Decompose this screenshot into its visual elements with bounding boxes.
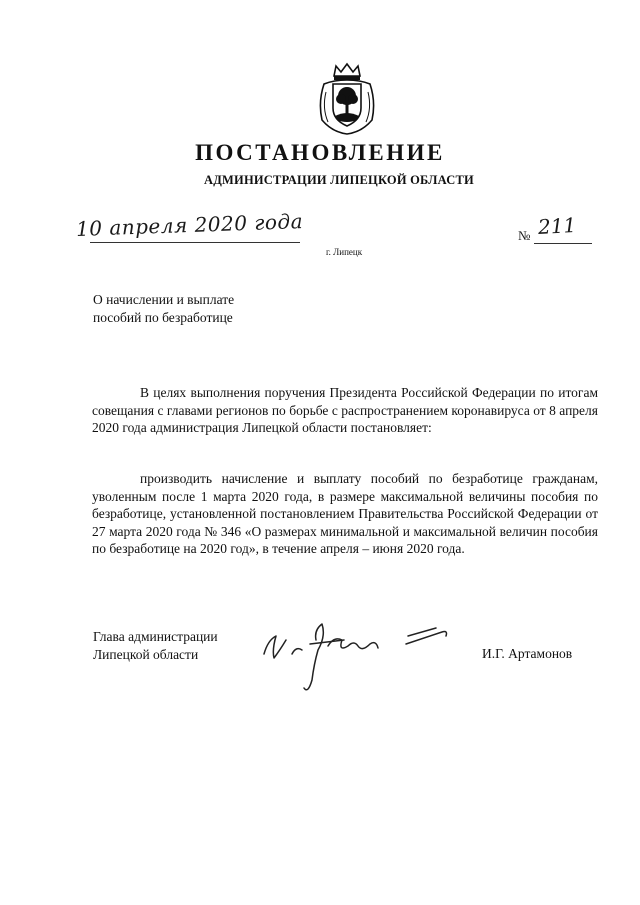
signer-name: И.Г. Артамонов (482, 646, 573, 661)
signer-position-line-1: Глава администрации (93, 629, 218, 644)
handwritten-number: 211 (537, 213, 577, 239)
document-subject (93, 291, 234, 327)
number-label: № (518, 228, 531, 243)
document-title: ПОСТАНОВЛЕНИЕ (195, 140, 445, 165)
document-subtitle: АДМИНИСТРАЦИИ ЛИПЕЦКОЙ ОБЛАСТИ (204, 173, 474, 187)
signer-position (93, 628, 218, 664)
signer-position-line-2: Липецкой области (93, 647, 199, 662)
date-underline (90, 242, 300, 243)
city-label: г. Липецк (326, 247, 363, 257)
handwritten-signature (258, 610, 458, 700)
subject-line-1: О начислении и выплате (93, 292, 235, 307)
body-paragraph-1: В целях выполнения поручения Президента Российской Федерации по итогам совещания с главами регионов по борьбе с распространением коронавируса от 8 апреля 2020 года администрация Липецкой области постановляет: (92, 385, 598, 435)
number-underline (534, 243, 592, 244)
handwritten-date: 10 апреля 2020 года (75, 209, 304, 241)
lipetsk-coat-of-arms-icon (316, 62, 378, 136)
body-paragraph-2: производить начисление и выплату пособий по безработице гражданам, уволенным после 1 марта 2020 года, в размере максимальной величины пособия по безработице, установленной постановлением Правительства Российской Федерации от 27 марта 2020 года № 346 «О размерах минимальной и максимальной величин пособия по безработице на 2020 год», в течение апреля – июня 2020 года. (92, 471, 598, 556)
subject-line-2: пособий по безработице (93, 310, 233, 325)
